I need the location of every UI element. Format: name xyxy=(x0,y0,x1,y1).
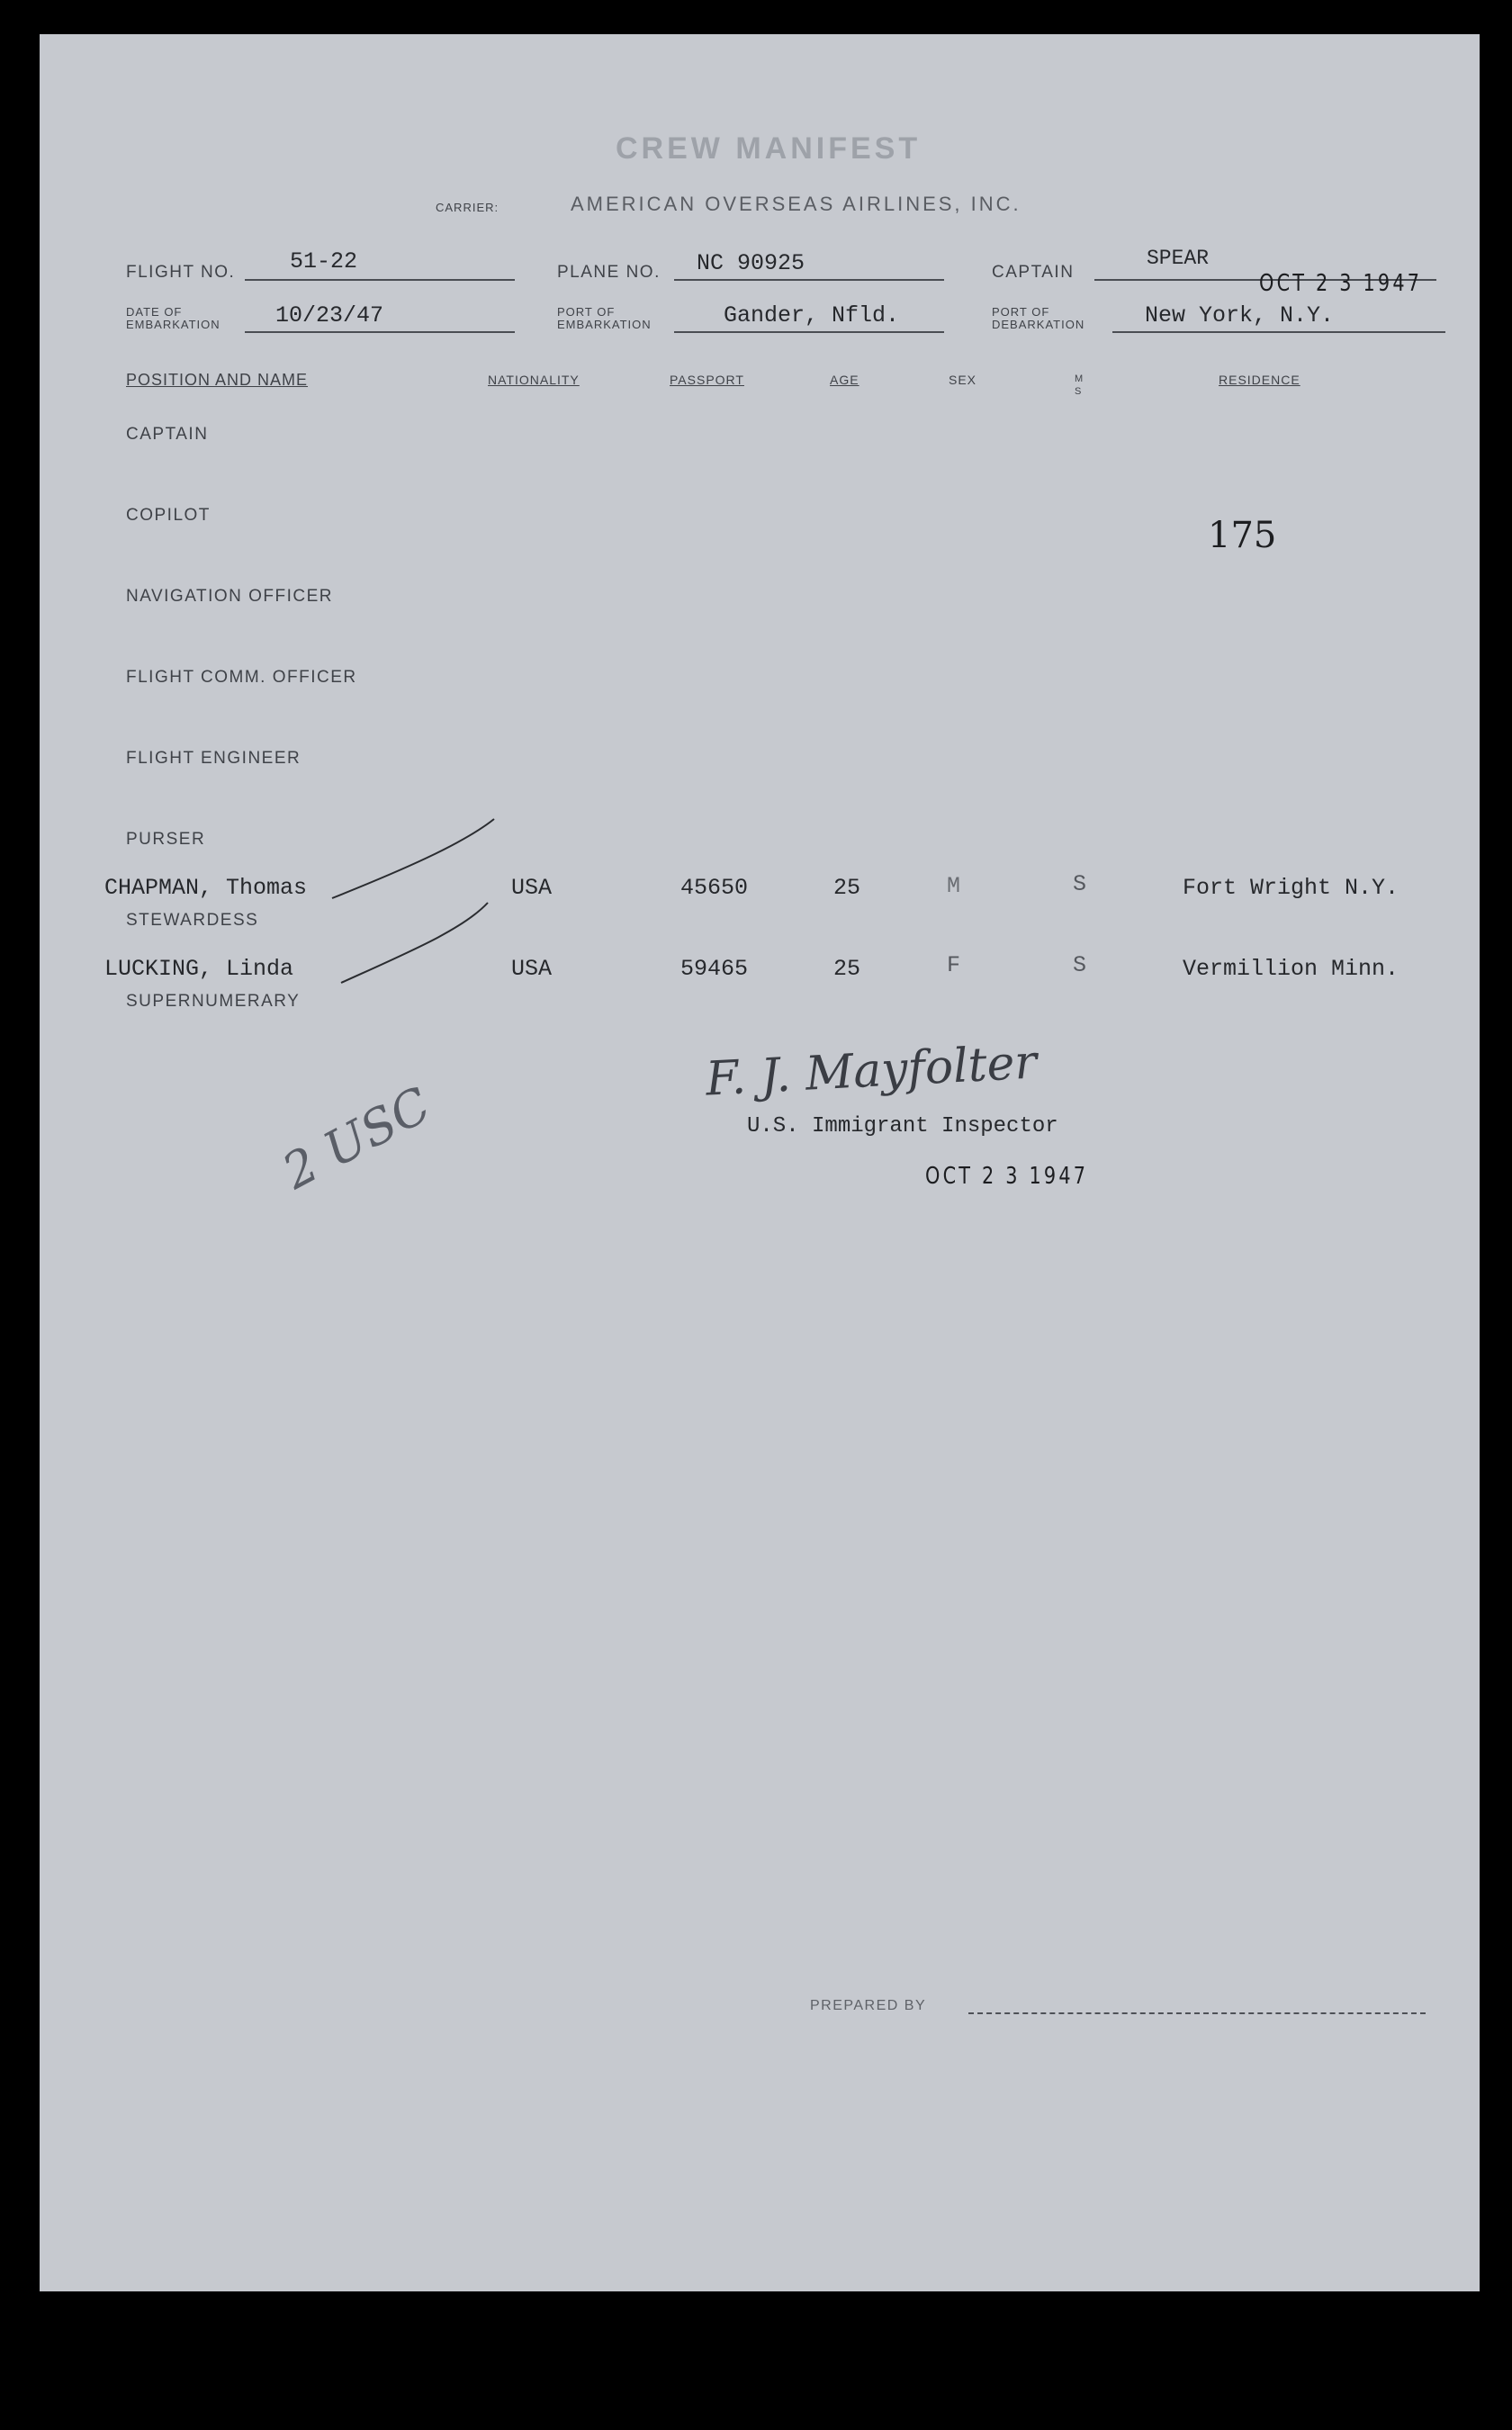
col-position: POSITION AND NAME xyxy=(126,371,309,389)
crew-age: 25 xyxy=(833,956,861,982)
plane-label: PLANE NO. xyxy=(557,263,661,282)
col-residence: RESIDENCE xyxy=(1219,373,1300,387)
crew-passport: 59465 xyxy=(680,956,749,982)
pencil-annotation: 2 USC xyxy=(274,1076,440,1201)
col-ms-2: S xyxy=(1075,386,1083,397)
position-captain: CAPTAIN xyxy=(126,425,209,444)
inspector-title: U.S. Immigrant Inspector xyxy=(747,1114,1058,1138)
crew-sex: M xyxy=(947,873,961,899)
col-nationality: NATIONALITY xyxy=(488,373,580,387)
col-sex: SEX xyxy=(949,373,977,387)
captain-label: CAPTAIN xyxy=(992,263,1075,282)
col-age: AGE xyxy=(830,373,860,387)
crew-residence: Vermillion Minn. xyxy=(1183,956,1400,982)
position-engineer: FLIGHT ENGINEER xyxy=(126,749,302,768)
captain-name: SPEAR xyxy=(1147,247,1210,270)
col-passport: PASSPORT xyxy=(670,373,744,387)
inspector-date-stamp: OCT 2 3 1947 xyxy=(925,1163,1089,1190)
crew-passport: 45650 xyxy=(680,875,749,901)
date-label-1: DATE OF xyxy=(126,305,183,319)
carrier-label: CARRIER: xyxy=(436,201,500,214)
port-deb-label-1: PORT OF xyxy=(992,305,1050,319)
port-deb-label-2: DEBARKATION xyxy=(992,318,1085,331)
crew-name: LUCKING, Linda xyxy=(104,956,294,982)
manifest-sheet xyxy=(40,34,1480,2291)
port-emb-label-2: EMBARKATION xyxy=(557,318,652,331)
flight-number: 51-22 xyxy=(290,248,358,274)
position-purser: PURSER xyxy=(126,830,206,849)
crew-residence: Fort Wright N.Y. xyxy=(1183,875,1400,901)
crew-status: S xyxy=(1073,871,1087,897)
position-copilot: COPILOT xyxy=(126,506,211,525)
position-stewardess: STEWARDESS xyxy=(126,911,259,930)
crew-age: 25 xyxy=(833,875,861,901)
inspector-signature: F. J. Mayfolter xyxy=(704,1035,1039,1107)
col-ms-1: M xyxy=(1075,374,1084,384)
crew-nationality: USA xyxy=(511,875,553,901)
page-number: 175 xyxy=(1208,515,1277,556)
prepared-by-label: PREPARED BY xyxy=(810,1998,927,2013)
plane-number: NC 90925 xyxy=(697,250,806,276)
crew-nationality: USA xyxy=(511,956,553,982)
pen-stroke xyxy=(40,34,1480,2291)
date-stamp-top: OCT 2 3 1947 xyxy=(1259,270,1423,297)
crew-name: CHAPMAN, Thomas xyxy=(104,875,308,901)
embarkation-date: 10/23/47 xyxy=(275,302,384,328)
position-navigation: NAVIGATION OFFICER xyxy=(126,587,334,606)
port-emb-label-1: PORT OF xyxy=(557,305,616,319)
form-title: CREW MANIFEST xyxy=(616,131,922,166)
crew-sex: F xyxy=(947,952,961,978)
carrier-name: AMERICAN OVERSEAS AIRLINES, INC. xyxy=(571,193,1022,215)
position-supernumerary: SUPERNUMERARY xyxy=(126,992,301,1011)
port-embarkation: Gander, Nfld. xyxy=(724,302,900,328)
date-label-2: EMBARKATION xyxy=(126,318,220,331)
crew-status: S xyxy=(1073,952,1087,978)
position-comm: FLIGHT COMM. OFFICER xyxy=(126,668,357,687)
flight-label: FLIGHT NO. xyxy=(126,263,236,282)
port-debarkation: New York, N.Y. xyxy=(1145,302,1335,328)
